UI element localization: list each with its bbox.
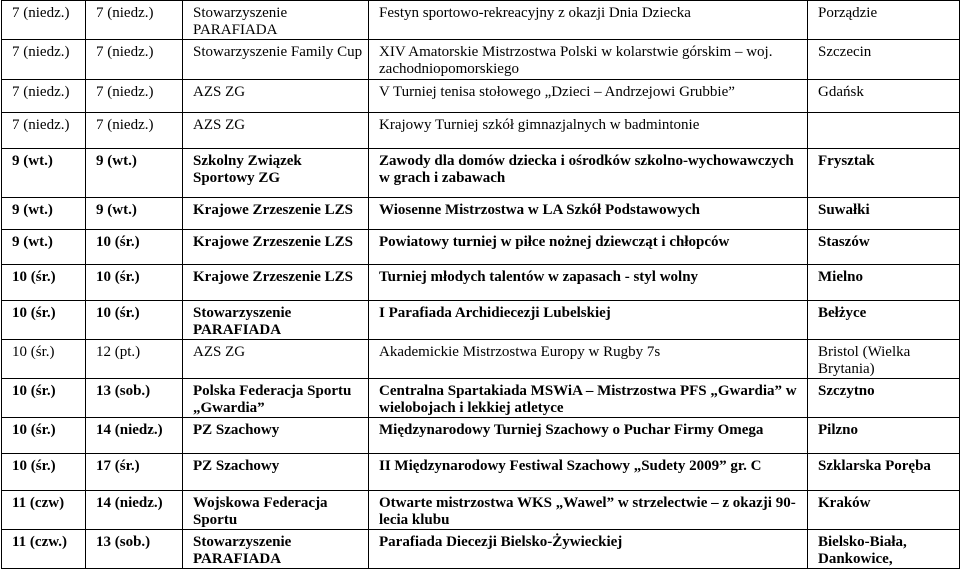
end-date-cell: 14 (niedz.)	[86, 491, 183, 530]
start-date-cell: 7 (niedz.)	[2, 1, 86, 40]
table-row	[2, 1, 960, 40]
end-date-cell: 17 (śr.)	[86, 454, 183, 491]
end-date-cell: 7 (niedz.)	[86, 113, 183, 149]
table-row	[2, 198, 960, 230]
location-cell: Gdańsk	[808, 80, 960, 113]
table-row	[2, 530, 960, 569]
location-cell: Mielno	[808, 265, 960, 301]
event-name-cell: Zawody dla domów dziecka i ośrodków szkolno-wychowawczych w grach i zabawach	[369, 149, 808, 198]
location-cell: Frysztak	[808, 149, 960, 198]
organizer-cell: Stowarzyszenie PARAFIADA	[183, 530, 369, 569]
organizer-cell: Szkolny Związek Sportowy ZG	[183, 149, 369, 198]
organizer-cell: PZ Szachowy	[183, 454, 369, 491]
table-row	[2, 379, 960, 418]
event-name-cell: V Turniej tenisa stołowego „Dzieci – Andrzejowi Grubbie”	[369, 80, 808, 113]
end-date-cell: 7 (niedz.)	[86, 80, 183, 113]
table-row	[2, 340, 960, 379]
location-cell: Bristol (Wielka Brytania)	[808, 340, 960, 379]
table-row	[2, 40, 960, 80]
start-date-cell: 7 (niedz.)	[2, 40, 86, 80]
location-cell: Pilzno	[808, 418, 960, 454]
end-date-cell: 7 (niedz.)	[86, 1, 183, 40]
event-name-cell: Akademickie Mistrzostwa Europy w Rugby 7s	[369, 340, 808, 379]
organizer-cell: Krajowe Zrzeszenie LZS	[183, 198, 369, 230]
table-row	[2, 491, 960, 530]
event-name-cell: Otwarte mistrzostwa WKS „Wawel” w strzelectwie – z okazji 90-lecia klubu	[369, 491, 808, 530]
start-date-cell: 10 (śr.)	[2, 454, 86, 491]
end-date-cell: 13 (sob.)	[86, 379, 183, 418]
table-row	[2, 80, 960, 113]
end-date-cell: 14 (niedz.)	[86, 418, 183, 454]
location-cell: Staszów	[808, 230, 960, 265]
location-cell: Porządzie	[808, 1, 960, 40]
location-cell: Szczecin	[808, 40, 960, 80]
organizer-cell: Polska Federacja Sportu „Gwardia”	[183, 379, 369, 418]
location-cell	[808, 113, 960, 149]
start-date-cell: 9 (wt.)	[2, 149, 86, 198]
location-cell: Szklarska Poręba	[808, 454, 960, 491]
table-row	[2, 301, 960, 340]
event-name-cell: I Parafiada Archidiecezji Lubelskiej	[369, 301, 808, 340]
start-date-cell: 11 (czw.)	[2, 530, 86, 569]
event-name-cell: Centralna Spartakiada MSWiA – Mistrzostwa PFS „Gwardia” w wielobojach i lekkiej atletyce	[369, 379, 808, 418]
start-date-cell: 10 (śr.)	[2, 418, 86, 454]
location-cell: Bełżyce	[808, 301, 960, 340]
event-name-cell: Turniej młodych talentów w zapasach - styl wolny	[369, 265, 808, 301]
event-name-cell: II Międzynarodowy Festiwal Szachowy „Sudety 2009” gr. C	[369, 454, 808, 491]
event-name-cell: Parafiada Diecezji Bielsko-Żywieckiej	[369, 530, 808, 569]
organizer-cell: AZS ZG	[183, 80, 369, 113]
table-row	[2, 230, 960, 265]
event-name-cell: Międzynarodowy Turniej Szachowy o Puchar Firmy Omega	[369, 418, 808, 454]
events-table	[1, 0, 960, 569]
organizer-cell: AZS ZG	[183, 113, 369, 149]
table-row	[2, 149, 960, 198]
events-table-body	[2, 1, 960, 569]
organizer-cell: Wojskowa Federacja Sportu	[183, 491, 369, 530]
end-date-cell: 9 (wt.)	[86, 198, 183, 230]
location-cell: Suwałki	[808, 198, 960, 230]
start-date-cell: 10 (śr.)	[2, 301, 86, 340]
location-cell: Kraków	[808, 491, 960, 530]
end-date-cell: 9 (wt.)	[86, 149, 183, 198]
location-cell: Bielsko-Biała, Dankowice,	[808, 530, 960, 569]
organizer-cell: AZS ZG	[183, 340, 369, 379]
table-row	[2, 265, 960, 301]
event-name-cell: Wiosenne Mistrzostwa w LA Szkół Podstawowych	[369, 198, 808, 230]
table-row	[2, 113, 960, 149]
start-date-cell: 9 (wt.)	[2, 198, 86, 230]
event-name-cell: Festyn sportowo-rekreacyjny z okazji Dnia Dziecka	[369, 1, 808, 40]
end-date-cell: 13 (sob.)	[86, 530, 183, 569]
event-name-cell: Powiatowy turniej w piłce nożnej dziewcząt i chłopców	[369, 230, 808, 265]
end-date-cell: 10 (śr.)	[86, 265, 183, 301]
organizer-cell: Stowarzyszenie Family Cup	[183, 40, 369, 80]
organizer-cell: Krajowe Zrzeszenie LZS	[183, 265, 369, 301]
end-date-cell: 7 (niedz.)	[86, 40, 183, 80]
start-date-cell: 10 (śr.)	[2, 340, 86, 379]
event-name-cell: Krajowy Turniej szkół gimnazjalnych w badmintonie	[369, 113, 808, 149]
end-date-cell: 10 (śr.)	[86, 230, 183, 265]
start-date-cell: 9 (wt.)	[2, 230, 86, 265]
event-name-cell: XIV Amatorskie Mistrzostwa Polski w kolarstwie górskim – woj. zachodniopomorskiego	[369, 40, 808, 80]
table-row	[2, 418, 960, 454]
start-date-cell: 11 (czw)	[2, 491, 86, 530]
organizer-cell: Stowarzyszenie PARAFIADA	[183, 301, 369, 340]
start-date-cell: 10 (śr.)	[2, 379, 86, 418]
end-date-cell: 12 (pt.)	[86, 340, 183, 379]
organizer-cell: Krajowe Zrzeszenie LZS	[183, 230, 369, 265]
organizer-cell: Stowarzyszenie PARAFIADA	[183, 1, 369, 40]
organizer-cell: PZ Szachowy	[183, 418, 369, 454]
start-date-cell: 10 (śr.)	[2, 265, 86, 301]
start-date-cell: 7 (niedz.)	[2, 113, 86, 149]
end-date-cell: 10 (śr.)	[86, 301, 183, 340]
table-row	[2, 454, 960, 491]
start-date-cell: 7 (niedz.)	[2, 80, 86, 113]
location-cell: Szczytno	[808, 379, 960, 418]
